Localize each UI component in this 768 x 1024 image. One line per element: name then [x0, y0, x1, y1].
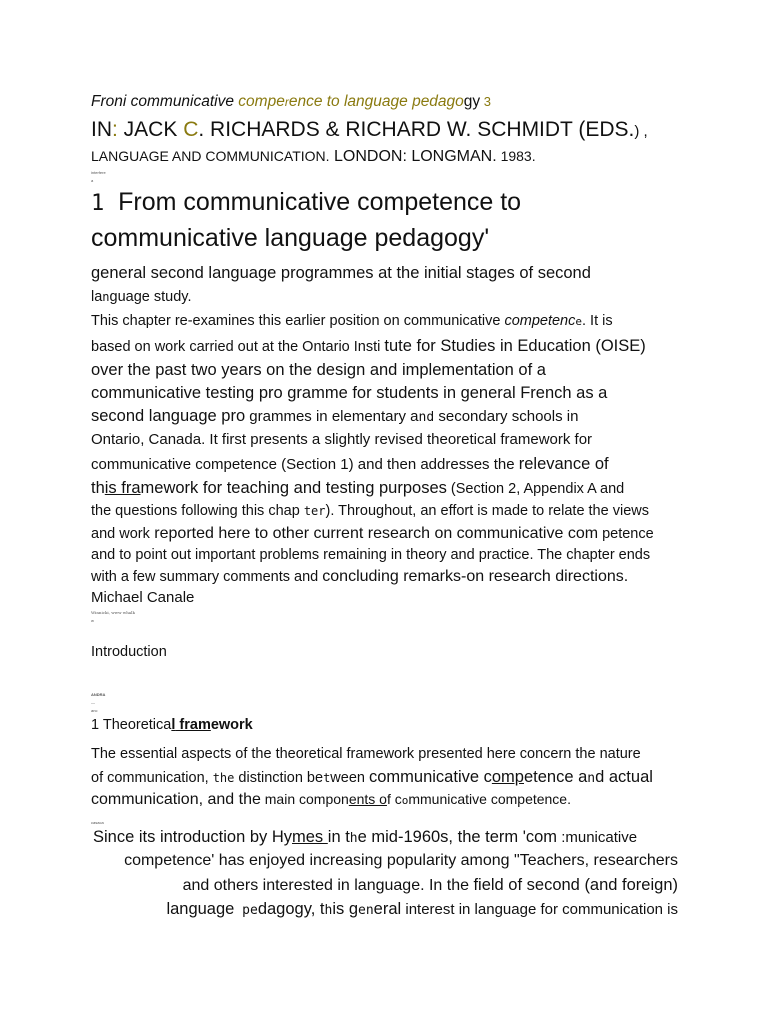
stray-mark: w: [91, 618, 94, 623]
body-text: mework for teaching and testing purposes: [140, 479, 447, 497]
stray-mark: interfere: [91, 170, 106, 175]
section-heading: [91, 717, 253, 733]
body-text: secondary schools in: [434, 408, 579, 425]
body-text: petence: [598, 526, 654, 542]
chapter-number: 1: [91, 191, 105, 216]
body-text: eral: [373, 900, 402, 918]
citation-text: compe: [238, 93, 285, 110]
body-text: f: [386, 791, 391, 807]
body-line: communicative testing pro gramme for students in general French as a: [91, 384, 608, 402]
body-line: [91, 479, 624, 498]
editors-text: C: [183, 118, 199, 141]
body-text: grammes in elementary a: [245, 408, 419, 425]
body-line: The essential aspects of the theoretical framework presented here concern the nature: [91, 746, 641, 762]
body-line: [91, 791, 571, 809]
body-text: he term 'com: [462, 828, 558, 846]
chapter-title-line1: [91, 188, 521, 217]
citation-text: gy: [463, 93, 481, 110]
body-text: mes: [292, 828, 328, 846]
body-text: :municative: [557, 829, 638, 846]
heading-text: l: [171, 717, 176, 733]
body-line: and to point out important problems remaining in theory and practice. The chapter ends: [91, 547, 651, 563]
body-text: communicative c: [369, 768, 492, 786]
body-text: Appendix A and: [520, 481, 625, 497]
body-text: is fra: [104, 479, 141, 497]
editors-text: JACK: [117, 118, 184, 141]
body-text: in t: [327, 828, 350, 846]
body-text: e mid-1960s, t: [357, 828, 463, 846]
body-line: [91, 455, 609, 474]
stray-mark: casaca: [91, 820, 104, 825]
body-text: ). Throughout, an effort is made to relate the views: [325, 503, 649, 519]
body-text: n: [102, 290, 110, 304]
body-line: general second language programmes at the initial stages of second: [91, 264, 591, 282]
body-line: over the past two years on the design and implementation of a: [91, 361, 546, 379]
body-text: language: [166, 900, 235, 918]
body-text: d actual: [595, 768, 653, 786]
body-line: competence' has enjoyed increasing popularity among "Teachers, researchers: [124, 852, 678, 869]
source-citation-line: [91, 93, 491, 111]
author-name: Michael Canale: [91, 589, 195, 606]
body-line: [166, 900, 678, 919]
body-text: field of second (and foreign): [473, 876, 678, 894]
body-text: ween: [330, 770, 369, 786]
citation-text: r: [284, 95, 289, 109]
body-text: the questions following this chap: [91, 503, 304, 519]
body-text: nd: [418, 410, 435, 425]
body-text: en: [358, 903, 374, 918]
citation-text: Froni communicative: [91, 93, 239, 110]
body-text: is g: [332, 900, 359, 918]
body-text: the: [212, 771, 235, 785]
body-line: [91, 503, 649, 519]
body-text: pe: [234, 903, 258, 918]
body-line: [93, 828, 637, 847]
chapter-title-line2: communicative language pedagogy': [91, 224, 490, 252]
publication-text: 1983.: [496, 148, 536, 164]
body-text: distinction be: [234, 770, 324, 786]
body-text: second language pro: [91, 407, 246, 425]
body-line: Ontario, Canada. It first presents a slightly revised theoretical framework for: [91, 431, 593, 448]
editors-text: . RICHARDS & RICHARD W. SCHMIDT (EDS.: [198, 118, 635, 141]
citation-text: ence to language pedago: [288, 93, 464, 110]
body-text: Since its introduction by Hy: [93, 828, 293, 846]
body-text: o: [401, 794, 409, 807]
introduction-heading: Introduction: [91, 644, 167, 660]
body-text: of communication,: [91, 770, 213, 786]
body-text: communication, and the: [91, 791, 261, 808]
heading-text: 1 Theoretica: [91, 717, 172, 733]
editors-text: ) ,: [634, 123, 648, 140]
stray-mark: a: [91, 178, 94, 183]
body-text: th: [91, 479, 105, 497]
body-text: and work: [91, 526, 150, 542]
body-line: [91, 407, 578, 426]
body-line: [91, 337, 646, 356]
body-text: concluding remarks-on research directions.: [322, 568, 629, 585]
body-text: tute for Studies in Education (OISE): [384, 337, 646, 355]
body-line: [91, 768, 653, 787]
body-text: with a few summary comments and: [91, 569, 323, 585]
chapter-title-text: From communicative competence to: [118, 188, 522, 216]
page-number: 3: [480, 94, 492, 109]
heading-text: fram: [175, 717, 211, 733]
body-text: main compon: [260, 791, 349, 807]
body-line: [91, 568, 628, 586]
heading-text: ework: [210, 717, 253, 733]
body-text: and others interested in language. In the: [182, 877, 474, 894]
body-text: (Section 2,: [446, 481, 521, 497]
body-text: ents o: [348, 791, 387, 807]
body-line: [91, 313, 613, 329]
body-text: This chapter re-examines this earlier position on communicative: [91, 313, 505, 329]
publication-line: [91, 148, 536, 166]
body-text: mmunicative competence.: [408, 791, 571, 807]
body-text: h: [349, 831, 358, 846]
body-text: n: [587, 771, 596, 786]
body-line: [183, 876, 678, 895]
body-text: c: [390, 791, 402, 807]
editors-line: [91, 118, 648, 142]
body-text: based on work carried out at the Ontario Insti: [91, 339, 385, 355]
body-line: [91, 289, 192, 305]
body-text: dagogy, t: [257, 900, 325, 918]
editors-text: IN: [91, 118, 112, 141]
publication-text: LONDON: LONGMAN.: [329, 148, 497, 165]
body-text: ter: [303, 504, 326, 518]
stray-mark: anc: [91, 708, 98, 713]
body-text: e: [575, 315, 582, 328]
body-text: interest in language for communication is: [401, 901, 678, 918]
body-text: competenc: [504, 313, 576, 329]
body-text: etence a: [523, 768, 588, 786]
editors-text: :: [112, 118, 118, 141]
publication-text: LANGUAGE AND COMMUNICATION.: [91, 148, 330, 164]
body-text: communicative competence (Section 1) and then addresses the: [91, 456, 519, 473]
body-text: la: [91, 289, 103, 305]
body-text: . It is: [582, 313, 613, 329]
body-text: t: [323, 771, 331, 785]
body-text: relevance of: [518, 455, 609, 473]
body-text: guage study.: [109, 289, 192, 305]
body-text: reported here to other current research on communicative com: [149, 525, 599, 542]
stray-mark: ANDRA: [91, 692, 106, 697]
stray-mark: —: [91, 700, 95, 705]
stray-mark: Winnicki, www whalk: [91, 610, 135, 615]
body-text: omp: [491, 768, 524, 786]
body-text: h: [324, 903, 333, 918]
body-line: [91, 525, 654, 543]
